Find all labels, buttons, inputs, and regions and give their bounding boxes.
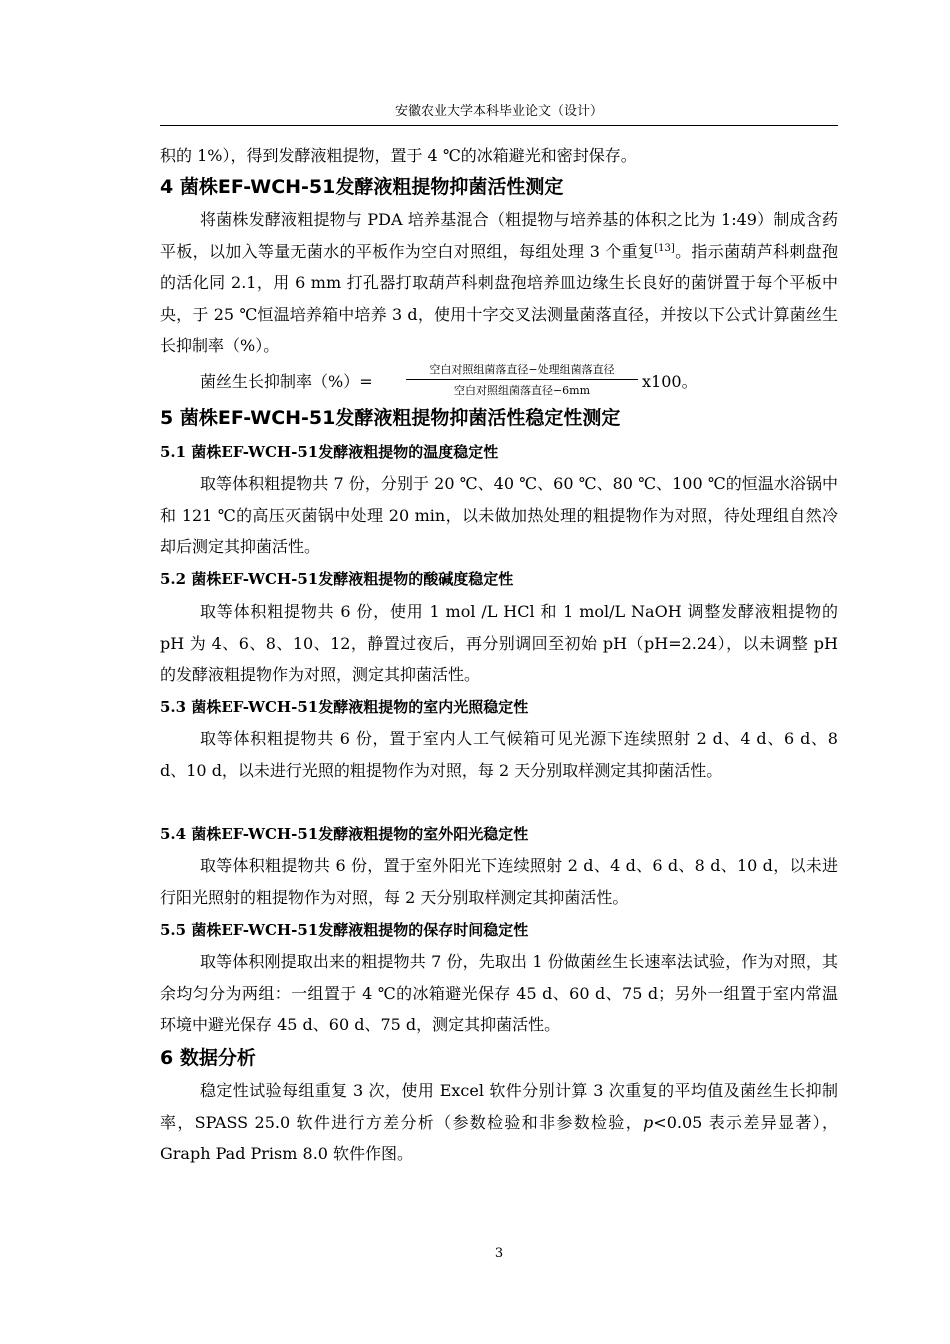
heading-section-5-4: 5.4 菌株EF-WCH-51发酵液粗提物的室外阳光稳定性 bbox=[160, 825, 529, 843]
paragraph-section-4 bbox=[160, 204, 838, 362]
formula-numerator: 空白对照组菌落直径−处理组菌落直径 bbox=[429, 363, 615, 376]
paragraph-section-6-text-a: 稳定性试验每组重复 3 次，使用 Excel 软件分别计算 3 次重复的平均值及菌丝生长抑制率，SPASS 25.0 软件进行方差分析（参数检验和非参数检验， bbox=[160, 1081, 838, 1132]
paragraph-section-4-text-a: 将菌株发酵液粗提物与 PDA 培养基混合（粗提物与培养基的体积之比为 1:49）制成含药平板，以加入等量无菌水的平板作为空白对照组，每组处理 3 个重复 bbox=[160, 210, 838, 261]
paragraph-section-6-text-b: <0.05 表示差异显著），Graph Pad Prism 8.0 软件作图。 bbox=[160, 1112, 838, 1163]
fraction-bar bbox=[406, 379, 638, 380]
page-header: 安徽农业大学本科毕业论文（设计） bbox=[394, 104, 603, 119]
heading-section-5-1: 5.1 菌株EF-WCH-51发酵液粗提物的温度稳定性 bbox=[160, 443, 499, 461]
paragraph-section-5-4: 取等体积粗提物共 6 份，置于室外阳光下连续照射 2 d、4 d、6 d、8 d、10 d，以未进行阳光照射的粗提物作为对照，每 2 天分别取样测定其抑菌活性。 bbox=[160, 856, 838, 907]
heading-section-6: 6 数据分析 bbox=[160, 1047, 256, 1069]
paragraph-section-5-2: 取等体积粗提物共 6 份，使用 1 mol /L HCl 和 1 mol/L NaOH 调整发酵液粗提物的 pH 为 4、6、8、10、12，静置过夜后，再分别调回至初始 pH（pH=2.24），以未调整 pH 的发酵液粗提物作为对照，测定其抑菌活性。 bbox=[160, 602, 838, 684]
paragraph-section-5-1: 取等体积粗提物共 7 份，分别于 20 ℃、40 ℃、60 ℃、80 ℃、100 ℃的恒温水浴锅中和 121 ℃的高压灭菌锅中处理 20 min，以未做加热处理的粗提物作为对照，待处理组自然冷却后测定其抑菌活性。 bbox=[160, 474, 838, 556]
paragraph-section-4-text-b: 。指示菌葫芦科刺盘孢的活化同 2.1，用 6 mm 打孔器打取葫芦科刺盘孢培养皿边缘生长良好的菌饼置于每个平板中央，于 25 ℃恒温培养箱中培养 3 d，使用十字交叉法测量菌落直径，并按以下公式计算菌丝生长抑制率（%）。 bbox=[160, 241, 838, 355]
formula-fraction bbox=[406, 362, 638, 398]
heading-section-5-2: 5.2 菌株EF-WCH-51发酵液粗提物的酸碱度稳定性 bbox=[160, 570, 514, 588]
formula-lhs: 菌丝生长抑制率（%）= bbox=[200, 372, 373, 391]
heading-section-4: 4 菌株EF-WCH-51发酵液粗提物抑菌活性测定 bbox=[160, 176, 564, 198]
heading-section-5: 5 菌株EF-WCH-51发酵液粗提物抑菌活性稳定性测定 bbox=[160, 407, 621, 429]
paragraph-section-5-3: 取等体积粗提物共 6 份，置于室内人工气候箱可见光源下连续照射 2 d、4 d、6 d、8 d、10 d，以未进行光照的粗提物作为对照，每 2 天分别取样测定其抑菌活性。 bbox=[160, 729, 838, 780]
heading-section-5-3: 5.3 菌株EF-WCH-51发酵液粗提物的室内光照稳定性 bbox=[160, 698, 529, 716]
header-rule bbox=[160, 125, 838, 126]
formula-denominator: 空白对照组菌落直径−6mm bbox=[453, 384, 591, 397]
paragraph-section-5-5: 取等体积刚提取出来的粗提物共 7 份，先取出 1 份做菌丝生长速率法试验，作为对照，其余均匀分为两组：一组置于 4 ℃的冰箱避光保存 45 d、60 d、75 d；另外一组置于室内常温环境中避光保存 45 d、60 d、75 d，测定其抑菌活性。 bbox=[160, 952, 838, 1034]
paragraph-section-6 bbox=[160, 1075, 838, 1170]
p-value-symbol: p bbox=[643, 1112, 654, 1132]
citation-13: [13] bbox=[654, 242, 675, 254]
page-number: 3 bbox=[494, 1246, 504, 1261]
paragraph-intro: 积的 1%），得到发酵液粗提物，置于 4 ℃的冰箱避光和密封保存。 bbox=[160, 146, 637, 165]
formula-rhs: x100。 bbox=[642, 372, 698, 391]
heading-section-5-5: 5.5 菌株EF-WCH-51发酵液粗提物的保存时间稳定性 bbox=[160, 921, 529, 939]
